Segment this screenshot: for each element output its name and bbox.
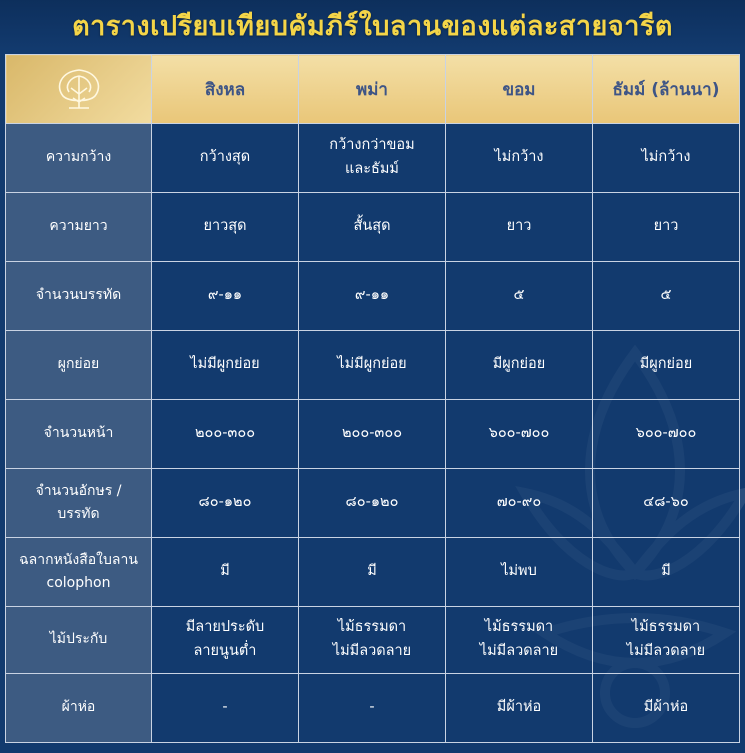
table-cell bbox=[446, 400, 593, 469]
table-cell bbox=[446, 262, 593, 331]
bodhi-tree-icon bbox=[51, 64, 107, 114]
row-header-line: จำนวนหน้า bbox=[43, 425, 114, 442]
table-row bbox=[6, 469, 740, 538]
cell-line: ลายนูนต่ำ bbox=[193, 643, 257, 659]
comparison-table bbox=[5, 54, 740, 743]
row-header-line: ฉลากหนังสือใบลาน bbox=[19, 551, 138, 568]
row-header bbox=[6, 193, 152, 262]
cell-line: ไม่มีลวดลาย bbox=[332, 643, 412, 659]
cell-line: ๘๐-๑๒๐ bbox=[345, 494, 399, 511]
title-bar bbox=[0, 0, 745, 50]
cell-line: ๔๘-๖๐ bbox=[643, 494, 689, 511]
cell-line: ๖๐๐-๗๐๐ bbox=[635, 425, 697, 442]
table-row bbox=[6, 262, 740, 331]
table-cell bbox=[593, 262, 740, 331]
table-cell bbox=[446, 124, 593, 193]
table-row bbox=[6, 674, 740, 743]
table-cell bbox=[593, 400, 740, 469]
table-row bbox=[6, 538, 740, 607]
cell-line: มีลายประดับ bbox=[185, 619, 265, 636]
table-cell bbox=[593, 193, 740, 262]
table-cell bbox=[152, 674, 299, 743]
table-cell bbox=[299, 193, 446, 262]
table-cell bbox=[446, 674, 593, 743]
cell-line: มีผ้าห่อ bbox=[496, 699, 542, 716]
table-cell bbox=[152, 124, 299, 193]
row-header-line: ไม้ประกับ bbox=[49, 631, 108, 648]
cell-line: ๕ bbox=[660, 287, 672, 304]
row-header-line: ผ้าห่อ bbox=[61, 699, 96, 716]
row-header-line: จำนวนบรรทัด bbox=[35, 287, 122, 304]
cell-line: ไม้ธรรมดา bbox=[484, 619, 554, 636]
column-header-khmer: ขอม bbox=[446, 55, 593, 124]
column-header-tham-lanna: ธัมม์ (ล้านนา) bbox=[593, 55, 740, 124]
table-cell bbox=[446, 607, 593, 674]
row-header bbox=[6, 674, 152, 743]
table-cell bbox=[299, 469, 446, 538]
cell-line: ไม้ธรรมดา bbox=[337, 619, 407, 636]
cell-line: ยาว bbox=[653, 218, 679, 235]
cell-line: ไม่กว้าง bbox=[494, 149, 544, 166]
row-header bbox=[6, 607, 152, 674]
cell-line: ๗๐-๙๐ bbox=[496, 494, 542, 511]
table-cell bbox=[593, 124, 740, 193]
row-header-line: ผูกย่อย bbox=[57, 356, 100, 373]
table-row bbox=[6, 607, 740, 674]
table-cell bbox=[446, 538, 593, 607]
table-row bbox=[6, 124, 740, 193]
table-body bbox=[6, 124, 740, 743]
table-cell bbox=[152, 607, 299, 674]
row-header-line: ความกว้าง bbox=[45, 149, 112, 166]
cell-line: มี bbox=[367, 563, 377, 580]
row-header bbox=[6, 331, 152, 400]
cell-line: กว้างกว่าขอม bbox=[329, 137, 415, 154]
cell-line: ไม่มีผูกย่อย bbox=[337, 356, 407, 373]
corner-cell bbox=[6, 55, 152, 124]
table-cell bbox=[593, 674, 740, 743]
table-cell bbox=[152, 400, 299, 469]
column-header-burmese: พม่า bbox=[299, 55, 446, 124]
row-header bbox=[6, 124, 152, 193]
table-row bbox=[6, 400, 740, 469]
cell-line: ไม่มีลวดลาย bbox=[626, 643, 706, 659]
header-row bbox=[6, 55, 740, 124]
table-cell bbox=[593, 538, 740, 607]
cell-line: - bbox=[222, 699, 228, 716]
cell-line: ๙-๑๑ bbox=[354, 287, 390, 304]
cell-line: มี bbox=[220, 563, 230, 580]
cell-line: ๒๐๐-๓๐๐ bbox=[194, 425, 256, 442]
row-header-line: colophon bbox=[46, 575, 111, 591]
table-cell bbox=[593, 331, 740, 400]
page-title: ตารางเปรียบเทียบคัมภีร์ใบลานของแต่ละสายจารีต bbox=[72, 10, 673, 42]
cell-line: มีผูกย่อย bbox=[492, 356, 546, 373]
table-cell bbox=[299, 400, 446, 469]
row-header bbox=[6, 400, 152, 469]
cell-line: - bbox=[369, 699, 375, 716]
table-cell bbox=[446, 331, 593, 400]
table-cell bbox=[152, 193, 299, 262]
table-cell bbox=[299, 607, 446, 674]
cell-line: ไม่มีผูกย่อย bbox=[190, 356, 260, 373]
table-row bbox=[6, 193, 740, 262]
comparison-table-container bbox=[5, 54, 739, 743]
cell-line: ไม่มีลวดลาย bbox=[479, 643, 559, 659]
cell-line: ไม้ธรรมดา bbox=[631, 619, 701, 636]
row-header-line: ความยาว bbox=[49, 218, 108, 235]
table-cell bbox=[299, 262, 446, 331]
table-cell bbox=[299, 538, 446, 607]
table-cell bbox=[152, 469, 299, 538]
cell-line: ยาว bbox=[506, 218, 532, 235]
table-cell bbox=[152, 538, 299, 607]
column-header-sinhala: สิงหล bbox=[152, 55, 299, 124]
cell-line: ๒๐๐-๓๐๐ bbox=[341, 425, 403, 442]
table-cell bbox=[446, 193, 593, 262]
table-cell bbox=[593, 469, 740, 538]
cell-line: มีผูกย่อย bbox=[639, 356, 693, 373]
row-header bbox=[6, 262, 152, 331]
table-row bbox=[6, 331, 740, 400]
row-header-line: จำนวนอักษร / bbox=[35, 482, 122, 499]
cell-line: มีผ้าห่อ bbox=[643, 699, 689, 716]
table-cell bbox=[593, 607, 740, 674]
table-cell bbox=[299, 674, 446, 743]
cell-line: ๙-๑๑ bbox=[207, 287, 243, 304]
cell-line: และธัมม์ bbox=[345, 161, 399, 177]
table-cell bbox=[152, 262, 299, 331]
cell-line: มี bbox=[661, 563, 671, 580]
row-header bbox=[6, 469, 152, 538]
cell-line: ไม่พบ bbox=[501, 563, 537, 580]
cell-line: ๖๐๐-๗๐๐ bbox=[488, 425, 550, 442]
cell-line: สั้นสุด bbox=[353, 218, 391, 235]
row-header bbox=[6, 538, 152, 607]
table-cell bbox=[446, 469, 593, 538]
table-cell bbox=[299, 124, 446, 193]
cell-line: กว้างสุด bbox=[199, 149, 251, 166]
cell-line: ยาวสุด bbox=[203, 218, 247, 235]
table-cell bbox=[152, 331, 299, 400]
table-cell bbox=[299, 331, 446, 400]
cell-line: ไม่กว้าง bbox=[641, 149, 691, 166]
cell-line: ๘๐-๑๒๐ bbox=[198, 494, 252, 511]
row-header-line: บรรทัด bbox=[57, 506, 100, 522]
cell-line: ๕ bbox=[513, 287, 525, 304]
